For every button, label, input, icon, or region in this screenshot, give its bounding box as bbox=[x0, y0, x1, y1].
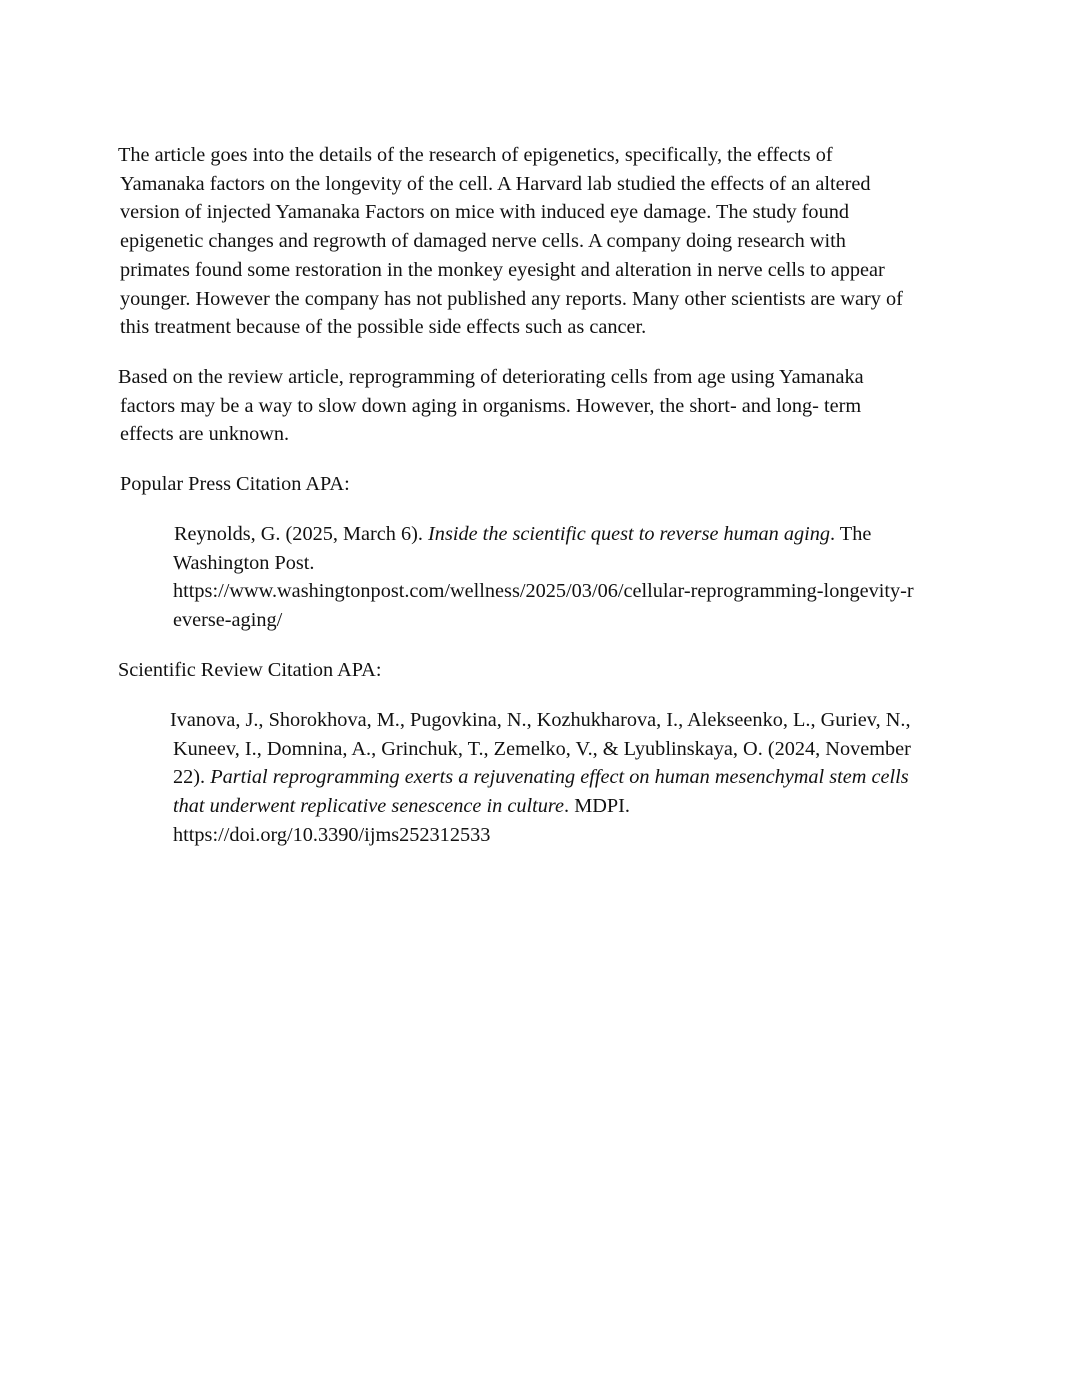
citation-url-line: everse-aging/ bbox=[173, 609, 283, 632]
citation-after-title: . MDPI. bbox=[564, 795, 630, 818]
review-paragraph bbox=[118, 363, 864, 449]
citation-after-title: . The bbox=[830, 523, 872, 545]
summary-line: primates found some restoration in the monkey eyesight and alteration in nerve cells to appear bbox=[120, 258, 885, 281]
summary-line: Yamanaka factors on the longevity of the cell. A Harvard lab studied the effects of an altered bbox=[120, 172, 871, 195]
citation-authors-date: Reynolds, G. (2025, March 6). bbox=[174, 523, 429, 545]
summary-line: this treatment because of the possible side effects such as cancer. bbox=[120, 316, 647, 339]
citation-title: Inside the scientific quest to reverse human aging bbox=[428, 523, 831, 545]
citation-line bbox=[170, 792, 911, 821]
citation-doi: https://doi.org/10.3390/ijms252312533 bbox=[173, 823, 491, 846]
scientific-review-citation bbox=[170, 706, 911, 850]
review-line: factors may be a way to slow down aging in organisms. However, the short- and long- term bbox=[120, 394, 862, 417]
summary-paragraph bbox=[118, 141, 903, 342]
popular-press-citation bbox=[173, 520, 914, 635]
scientific-review-heading: Scientific Review Citation APA: bbox=[118, 659, 382, 681]
citation-authors-line: Kuneev, I., Domnina, A., Grinchuk, T., Zemelko, V., & Lyublinskaya, O. (2024, November bbox=[173, 737, 911, 760]
citation-title: Partial reprogramming exerts a rejuvenating effect on human mesenchymal stem cells bbox=[210, 766, 909, 789]
citation-authors-line: Ivanova, J., Shorokhova, M., Pugovkina, N., Kozhukharova, I., Alekseenko, L., Guriev, N., bbox=[170, 709, 911, 731]
review-line: effects are unknown. bbox=[120, 423, 290, 446]
citation-line bbox=[170, 763, 911, 792]
citation-publisher: Washington Post. bbox=[173, 551, 315, 574]
summary-line: younger. However the company has not published any reports. Many other scientists are wary of bbox=[120, 287, 903, 310]
review-line: Based on the review article, reprogramming of deteriorating cells from age using Yamanaka bbox=[118, 366, 864, 388]
citation-line bbox=[173, 520, 914, 549]
citation-url-line: https://www.washingtonpost.com/wellness/2025/03/06/cellular-reprogramming-longevity-r bbox=[173, 580, 914, 603]
citation-date-end: 22). bbox=[173, 766, 211, 789]
summary-line: The article goes into the details of the research of epigenetics, specifically, the effects of bbox=[118, 144, 833, 166]
summary-line: version of injected Yamanaka Factors on mice with induced eye damage. The study found bbox=[120, 201, 849, 224]
popular-press-heading: Popular Press Citation APA: bbox=[120, 473, 350, 495]
citation-title: that underwent replicative senescence in culture bbox=[173, 795, 565, 818]
summary-line: epigenetic changes and regrowth of damaged nerve cells. A company doing research with bbox=[120, 230, 846, 253]
